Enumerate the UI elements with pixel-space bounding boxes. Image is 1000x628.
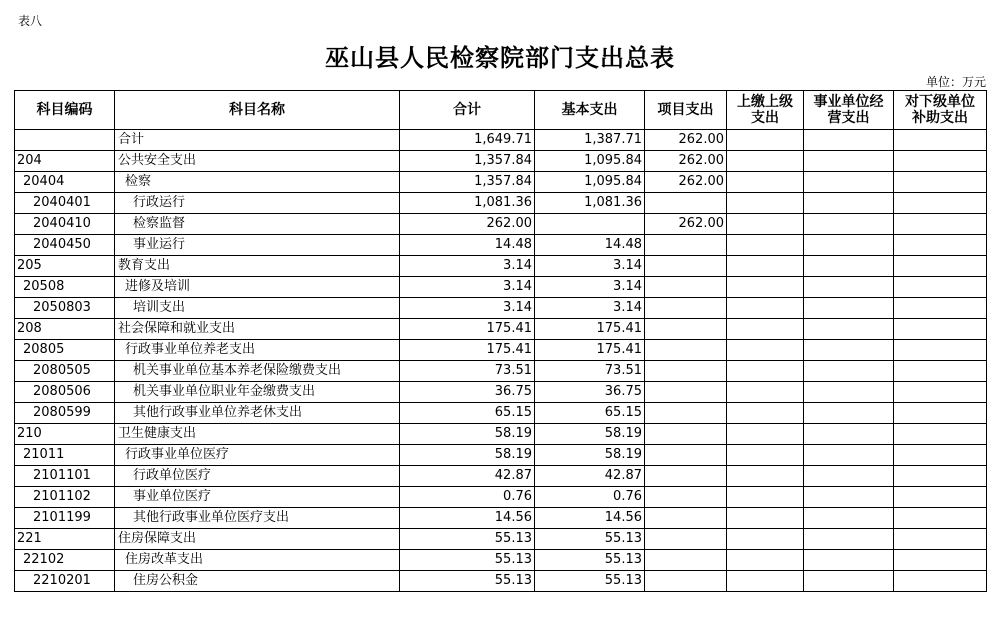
row-project [645, 529, 727, 550]
row-project: 262.00 [645, 214, 727, 235]
row-project [645, 424, 727, 445]
header-subsidy-line2: 补助支出 [912, 110, 968, 126]
row-subsidy [894, 319, 987, 340]
row-code: 2050803 [15, 298, 115, 319]
row-code: 2101101 [15, 466, 115, 487]
table-row [15, 466, 987, 487]
table-row [15, 319, 987, 340]
row-subsidy [894, 235, 987, 256]
header-basic: 基本支出 [535, 91, 645, 130]
row-upper [727, 319, 804, 340]
row-code: 2040410 [15, 214, 115, 235]
header-name: 科目名称 [115, 91, 400, 130]
table-number-label: 表八 [18, 14, 43, 28]
row-business [804, 508, 894, 529]
row-upper [727, 130, 804, 151]
row-subsidy [894, 277, 987, 298]
row-name: 事业单位医疗 [115, 487, 400, 508]
row-total: 0.76 [400, 487, 535, 508]
row-total: 3.14 [400, 298, 535, 319]
header-total: 合计 [400, 91, 535, 130]
row-total: 3.14 [400, 256, 535, 277]
table-row [15, 214, 987, 235]
row-subsidy [894, 445, 987, 466]
row-business [804, 214, 894, 235]
header-code: 科目编码 [15, 91, 115, 130]
row-total: 36.75 [400, 382, 535, 403]
page-title: 巫山县人民检察院部门支出总表 [325, 44, 675, 72]
row-subsidy [894, 214, 987, 235]
row-name: 事业运行 [115, 235, 400, 256]
row-business [804, 256, 894, 277]
row-business [804, 172, 894, 193]
row-code: 205 [15, 256, 115, 277]
row-business [804, 424, 894, 445]
row-subsidy [894, 361, 987, 382]
row-upper [727, 298, 804, 319]
row-project: 262.00 [645, 130, 727, 151]
row-project [645, 298, 727, 319]
row-business [804, 445, 894, 466]
table-row [15, 571, 987, 592]
row-code: 2210201 [15, 571, 115, 592]
row-subsidy [894, 487, 987, 508]
row-name: 住房保障支出 [115, 529, 400, 550]
row-code: 221 [15, 529, 115, 550]
row-total: 175.41 [400, 340, 535, 361]
row-upper [727, 403, 804, 424]
row-basic: 3.14 [535, 256, 645, 277]
row-project: 262.00 [645, 172, 727, 193]
table-row [15, 508, 987, 529]
row-upper [727, 340, 804, 361]
row-subsidy [894, 172, 987, 193]
row-business [804, 466, 894, 487]
row-business [804, 277, 894, 298]
header-project: 项目支出 [645, 91, 727, 130]
row-basic: 14.48 [535, 235, 645, 256]
row-total: 1,081.36 [400, 193, 535, 214]
row-business [804, 361, 894, 382]
header-upper-line2: 支出 [751, 110, 779, 126]
row-upper [727, 487, 804, 508]
table-row [15, 403, 987, 424]
row-basic: 175.41 [535, 340, 645, 361]
row-name: 其他行政事业单位医疗支出 [115, 508, 400, 529]
row-upper [727, 571, 804, 592]
row-total: 1,357.84 [400, 172, 535, 193]
row-basic: 55.13 [535, 550, 645, 571]
row-subsidy [894, 466, 987, 487]
row-upper [727, 550, 804, 571]
row-basic: 42.87 [535, 466, 645, 487]
table-row [15, 529, 987, 550]
row-basic: 55.13 [535, 529, 645, 550]
unit-label: 单位：万元 [925, 75, 986, 89]
row-upper [727, 277, 804, 298]
table-row [15, 172, 987, 193]
row-basic: 1,081.36 [535, 193, 645, 214]
row-code: 2101102 [15, 487, 115, 508]
row-business [804, 550, 894, 571]
row-total: 58.19 [400, 445, 535, 466]
row-code: 210 [15, 424, 115, 445]
header-upper-line1: 上缴上级 [737, 94, 793, 110]
row-code: 20404 [15, 172, 115, 193]
row-business [804, 529, 894, 550]
row-upper [727, 508, 804, 529]
row-upper [727, 529, 804, 550]
row-name: 公共安全支出 [115, 151, 400, 172]
table-row [15, 151, 987, 172]
row-total: 65.15 [400, 403, 535, 424]
row-subsidy [894, 529, 987, 550]
row-upper [727, 235, 804, 256]
row-name: 社会保障和就业支出 [115, 319, 400, 340]
row-business [804, 193, 894, 214]
row-name: 行政事业单位养老支出 [115, 340, 400, 361]
table-header-row [15, 91, 987, 130]
row-code: 20805 [15, 340, 115, 361]
row-upper [727, 466, 804, 487]
table-row [15, 424, 987, 445]
row-project [645, 466, 727, 487]
row-total: 42.87 [400, 466, 535, 487]
row-total: 55.13 [400, 529, 535, 550]
row-subsidy [894, 256, 987, 277]
row-subsidy [894, 130, 987, 151]
row-subsidy [894, 298, 987, 319]
row-business [804, 403, 894, 424]
row-basic: 1,387.71 [535, 130, 645, 151]
row-upper [727, 151, 804, 172]
row-upper [727, 214, 804, 235]
row-business [804, 130, 894, 151]
row-upper [727, 256, 804, 277]
row-total: 58.19 [400, 424, 535, 445]
row-upper [727, 361, 804, 382]
row-project [645, 571, 727, 592]
row-subsidy [894, 151, 987, 172]
table-body [15, 130, 987, 592]
row-project [645, 487, 727, 508]
row-basic: 58.19 [535, 424, 645, 445]
row-name: 行政事业单位医疗 [115, 445, 400, 466]
row-code: 21011 [15, 445, 115, 466]
header-subsidy-line1: 对下级单位 [905, 94, 975, 110]
row-total: 14.48 [400, 235, 535, 256]
table-row [15, 298, 987, 319]
table-row [15, 445, 987, 466]
header-business-line1: 事业单位经 [813, 94, 884, 110]
row-name: 教育支出 [115, 256, 400, 277]
table-row [15, 361, 987, 382]
row-total: 55.13 [400, 550, 535, 571]
row-project [645, 319, 727, 340]
row-code: 208 [15, 319, 115, 340]
row-basic: 55.13 [535, 571, 645, 592]
row-code: 22102 [15, 550, 115, 571]
row-upper [727, 193, 804, 214]
row-project [645, 256, 727, 277]
row-name: 行政运行 [115, 193, 400, 214]
row-project [645, 277, 727, 298]
table-row [15, 235, 987, 256]
row-project [645, 445, 727, 466]
row-project [645, 340, 727, 361]
header-upper [727, 91, 804, 130]
row-basic: 1,095.84 [535, 151, 645, 172]
row-basic: 36.75 [535, 382, 645, 403]
row-code: 2040450 [15, 235, 115, 256]
row-project [645, 235, 727, 256]
row-name: 机关事业单位基本养老保险缴费支出 [115, 361, 400, 382]
row-total: 73.51 [400, 361, 535, 382]
row-code: 2080505 [15, 361, 115, 382]
row-project [645, 550, 727, 571]
row-subsidy [894, 550, 987, 571]
row-basic: 58.19 [535, 445, 645, 466]
row-basic: 3.14 [535, 298, 645, 319]
row-upper [727, 424, 804, 445]
row-name: 卫生健康支出 [115, 424, 400, 445]
row-project [645, 361, 727, 382]
row-name: 行政单位医疗 [115, 466, 400, 487]
row-project [645, 193, 727, 214]
row-total: 3.14 [400, 277, 535, 298]
row-code: 2080506 [15, 382, 115, 403]
header-business [804, 91, 894, 130]
table-row [15, 256, 987, 277]
row-project [645, 508, 727, 529]
row-code: 2080599 [15, 403, 115, 424]
row-business [804, 340, 894, 361]
table-row [15, 277, 987, 298]
table-row [15, 487, 987, 508]
row-subsidy [894, 403, 987, 424]
table-row [15, 550, 987, 571]
row-total: 175.41 [400, 319, 535, 340]
row-total: 55.13 [400, 571, 535, 592]
row-basic: 65.15 [535, 403, 645, 424]
row-basic: 3.14 [535, 277, 645, 298]
row-total: 1,649.71 [400, 130, 535, 151]
row-business [804, 151, 894, 172]
row-project [645, 382, 727, 403]
row-basic: 1,095.84 [535, 172, 645, 193]
row-project: 262.00 [645, 151, 727, 172]
header-business-line2: 营支出 [827, 110, 870, 126]
row-basic: 175.41 [535, 319, 645, 340]
row-subsidy [894, 508, 987, 529]
row-name: 住房公积金 [115, 571, 400, 592]
row-business [804, 235, 894, 256]
row-name: 机关事业单位职业年金缴费支出 [115, 382, 400, 403]
row-code: 20508 [15, 277, 115, 298]
row-business [804, 382, 894, 403]
row-business [804, 571, 894, 592]
row-name: 培训支出 [115, 298, 400, 319]
table-row [15, 382, 987, 403]
row-basic: 0.76 [535, 487, 645, 508]
table-row [15, 130, 987, 151]
row-project [645, 403, 727, 424]
row-code: 2040401 [15, 193, 115, 214]
row-name: 其他行政事业单位养老休支出 [115, 403, 400, 424]
row-total: 262.00 [400, 214, 535, 235]
row-name: 合计 [115, 130, 400, 151]
table-row [15, 340, 987, 361]
row-name: 检察 [115, 172, 400, 193]
row-code: 2101199 [15, 508, 115, 529]
row-total: 14.56 [400, 508, 535, 529]
row-code: 204 [15, 151, 115, 172]
row-subsidy [894, 571, 987, 592]
row-upper [727, 172, 804, 193]
row-business [804, 319, 894, 340]
row-subsidy [894, 382, 987, 403]
row-business [804, 487, 894, 508]
row-basic: 14.56 [535, 508, 645, 529]
row-basic: 73.51 [535, 361, 645, 382]
row-upper [727, 445, 804, 466]
row-basic [535, 214, 645, 235]
row-name: 检察监督 [115, 214, 400, 235]
table-row [15, 193, 987, 214]
row-total: 1,357.84 [400, 151, 535, 172]
row-subsidy [894, 424, 987, 445]
row-upper [727, 382, 804, 403]
header-subsidy [894, 91, 987, 130]
expenditure-table [14, 90, 987, 592]
row-code [15, 130, 115, 151]
row-name: 住房改革支出 [115, 550, 400, 571]
row-name: 进修及培训 [115, 277, 400, 298]
row-subsidy [894, 340, 987, 361]
row-subsidy [894, 193, 987, 214]
row-business [804, 298, 894, 319]
